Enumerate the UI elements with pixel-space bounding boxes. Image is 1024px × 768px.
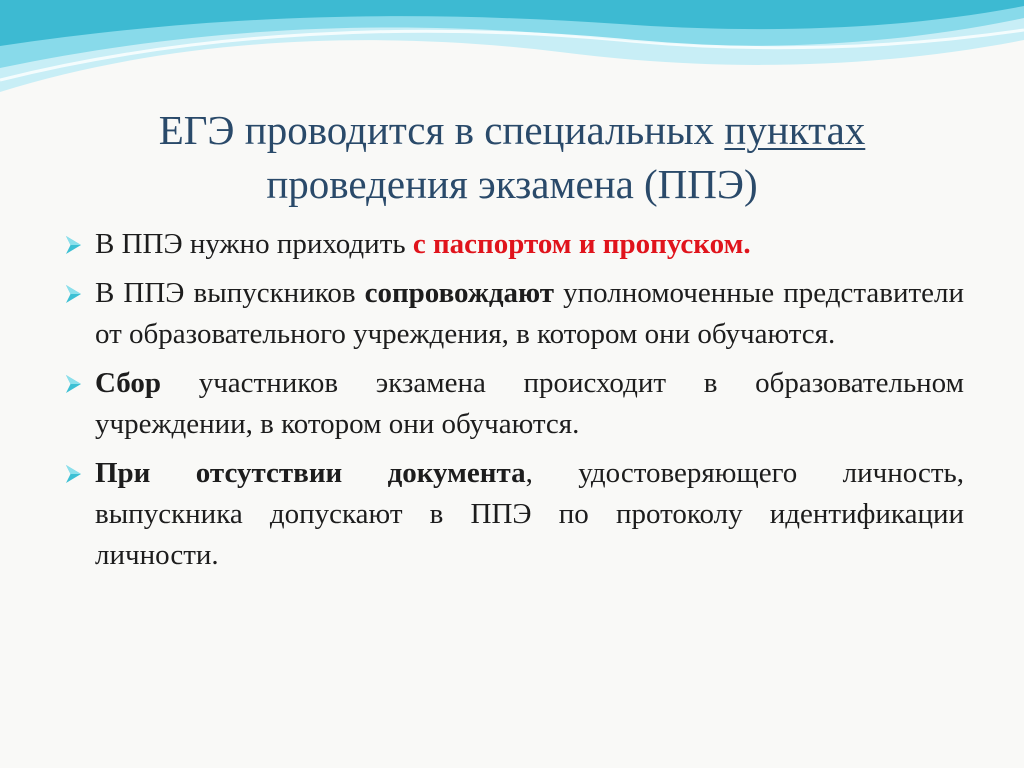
- bullet-red-emphasis: с паспортом и пропуском.: [412, 228, 751, 260]
- chevron-right-icon: [62, 373, 84, 395]
- bullet-text: В ППЭ нужно приходить: [95, 228, 413, 260]
- header-wave-decoration: [0, 0, 1024, 110]
- bullet-item-passport: [62, 224, 964, 265]
- bullet-item-escort: [62, 273, 964, 355]
- slide-title-line-1: [60, 103, 964, 157]
- title-underlined-word: пунктах: [724, 107, 866, 153]
- bullet-bold-emphasis: При отсутствии документа: [95, 457, 526, 489]
- title-text-prefix: ЕГЭ проводится в специальных: [158, 107, 725, 153]
- bullet-text: , удостоверяющего личность, выпускника допускают в ППЭ по протоколу идентификации личности.: [95, 457, 964, 571]
- chevron-right-icon: [62, 234, 84, 256]
- bullet-item-gathering: [62, 363, 964, 445]
- chevron-right-icon: [62, 463, 84, 485]
- bullet-text: В ППЭ выпускников: [95, 277, 365, 309]
- bullet-bold-emphasis: сопровождают: [364, 277, 555, 309]
- chevron-right-icon: [62, 283, 84, 305]
- bullet-text: уполномоченные представители от образовательного учреждения, в котором они обучаются.: [95, 277, 964, 350]
- bullet-text: участников экзамена происходит в образовательном учреждении, в котором они обучаются.: [95, 367, 964, 440]
- bullet-item-no-document: [62, 453, 964, 576]
- bullet-list: [62, 224, 964, 584]
- bullet-bold-emphasis: Сбор: [95, 367, 162, 399]
- slide-title: [60, 103, 964, 211]
- slide-title-line-2: проведения экзамена (ППЭ): [266, 161, 758, 207]
